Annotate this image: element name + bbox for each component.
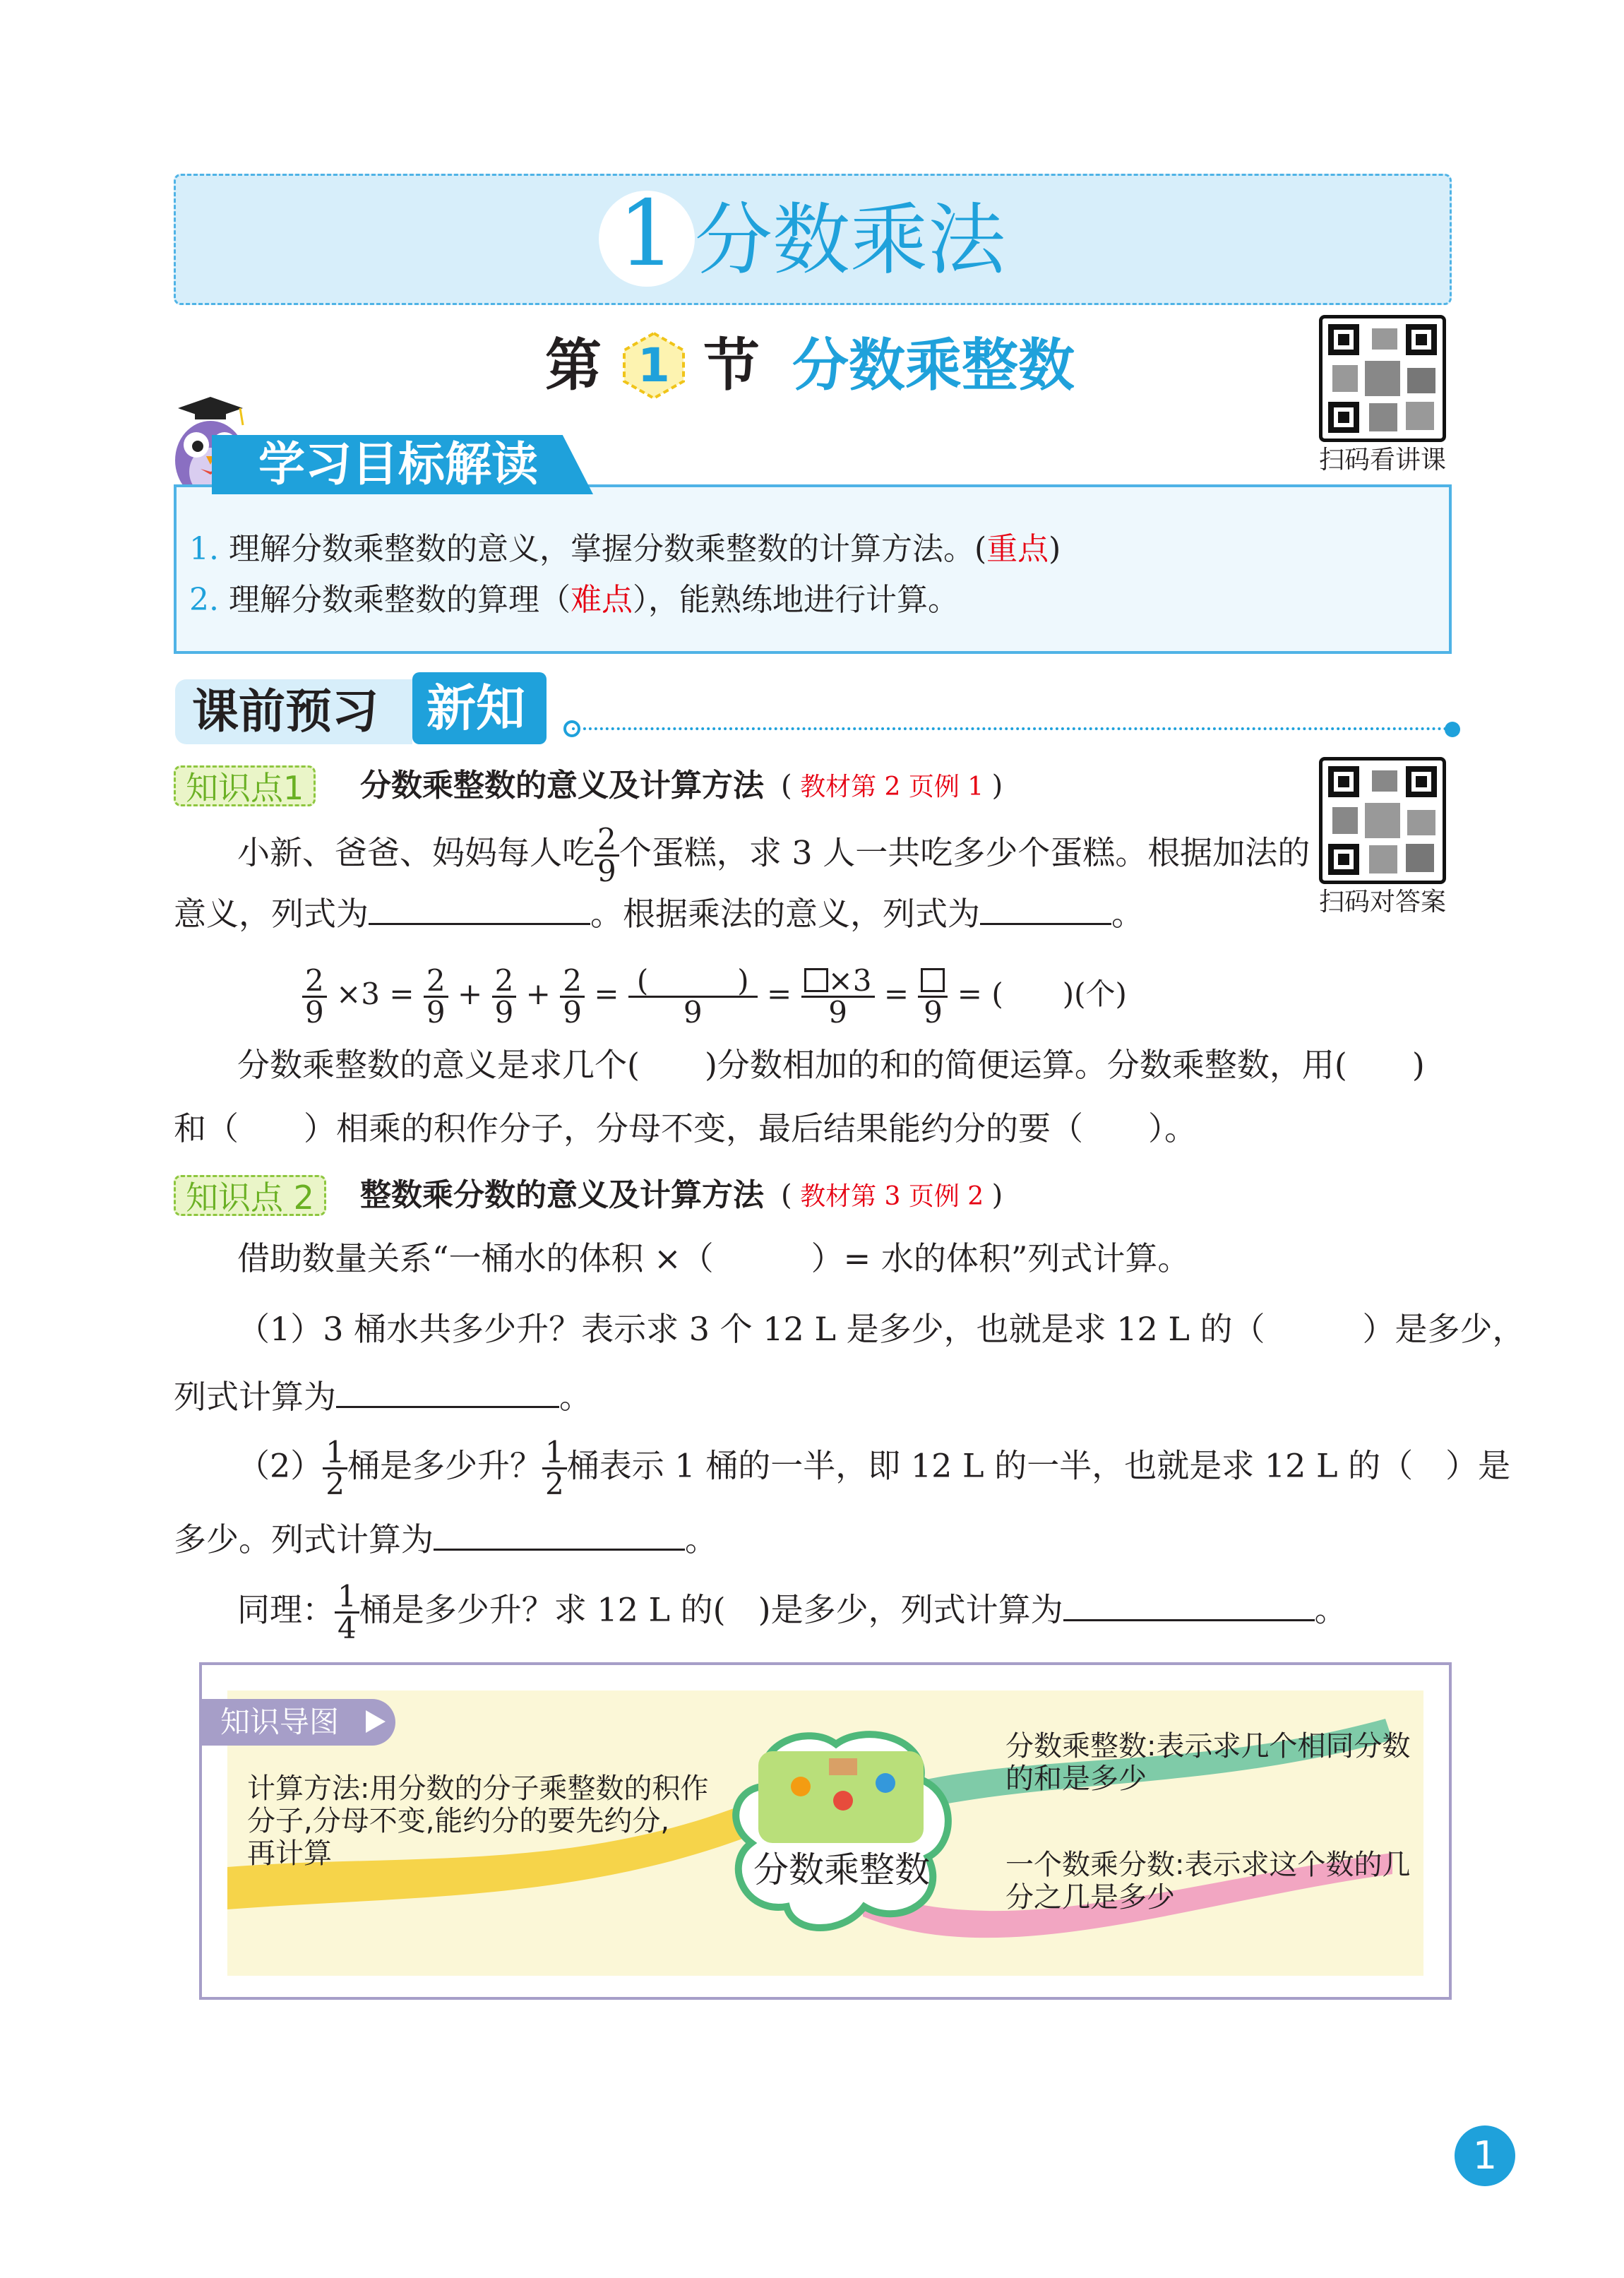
section-title: 分数乘整数	[792, 333, 1075, 398]
qr-code-answers[interactable]	[1319, 757, 1446, 884]
knowledge-point-1-ref: ( 教材第 2 页例 1 )	[781, 770, 1003, 802]
chapter-number: 1	[618, 181, 676, 287]
objective-1-number: 1.	[189, 531, 219, 567]
equation-answer-blank[interactable]: ( )(个)	[991, 977, 1127, 1011]
dotted-divider	[572, 727, 1447, 733]
answer-blank-q3[interactable]	[1063, 1590, 1315, 1621]
kp2-question-2-answer: 多少。列式计算为 。	[174, 1520, 717, 1558]
objective-2	[189, 579, 959, 621]
objective-2-tag: 难点	[570, 582, 633, 618]
mindmap-center-cloud	[723, 1723, 959, 1935]
kp1-line-3: 分数乘整数的意义是求几个( )分数相加的和的简便运算。分数乘整数，用( )	[237, 1046, 1425, 1084]
kp2-line-1: 借助数量关系“一桶水的体积 ×（ ）= 水的体积”列式计算。	[237, 1239, 1190, 1277]
mindmap-center-label: 分数乘整数	[753, 1849, 930, 1890]
equation-box-fraction[interactable]: 9	[918, 966, 948, 1027]
kp2-question-1-answer: 列式计算为 。	[174, 1378, 592, 1416]
section-number: 1	[638, 338, 670, 393]
kp1-line-1-a: 小新、爸爸、妈妈每人吃	[237, 833, 595, 872]
section-suffix: 节	[703, 333, 760, 398]
knowledge-point-2-ref: ( 教材第 3 页例 2 )	[781, 1179, 1003, 1212]
kp1-line-1-b: 个蛋糕，求 3 人一共吃多少个蛋糕。根据加法的	[619, 833, 1310, 872]
objective-1	[189, 528, 1061, 571]
objective-1-text: 理解分数乘整数的意义，掌握分数乘整数的计算方法。(	[228, 531, 987, 567]
objective-1-tag: 重点	[986, 531, 1049, 567]
kp2-question-1: （1）3 桶水共多少升？表示求 3 个 12 L 是多少，也就是求 12 L 的（ ）是多少，	[237, 1310, 1525, 1348]
objectives-header: 学习目标解读	[258, 437, 538, 491]
qr-code-lecture[interactable]	[1319, 315, 1446, 442]
objective-1-close: )	[1049, 531, 1061, 567]
kp1-equation: $\frac{2}{9}$ ×3 = $\frac{2}{9}$ + $\frac{2}{9}$ + $\frac{2}{9}$ = $\frac{( )}{9}$ = $\frac{\times 3}{9}$ = 9 = ( )(个)	[302, 959, 1127, 1030]
play-arrow-icon	[362, 1709, 387, 1734]
objective-2-close: ），能熟练地进行计算。	[632, 582, 959, 618]
chapter-title: 分数乘法	[695, 195, 1005, 285]
mindmap-right-top-note: 分数乘整数:表示求几个相同分数 的和是多少	[1005, 1730, 1411, 1795]
kp1-line-4: 和（ ）相乘的积作分子，分母不变，最后结果能约分的要（ ）。	[174, 1109, 1197, 1147]
mindmap-right-bottom-note: 一个数乘分数:表示求这个数的几 分之几是多少	[1005, 1849, 1411, 1914]
section-prefix: 第	[545, 333, 602, 398]
kp1-line-2-b: 。根据乘法的意义，列式为	[590, 895, 980, 933]
objective-2-text: 理解分数乘整数的算理（	[228, 582, 571, 618]
equation-box-times-3[interactable]: $\frac{\times 3}{9}$	[801, 966, 875, 1027]
mindmap-left-note: 计算方法:用分数的分子乘整数的积作 分子,分母不变,能约分的要先约分, 再计算	[247, 1772, 709, 1870]
answer-blank-multiplication[interactable]	[980, 893, 1111, 925]
fraction-2-9: $\frac{2}{9}$	[595, 825, 619, 886]
kp1-line-1	[237, 822, 1310, 888]
answer-blank-q1[interactable]	[336, 1376, 559, 1408]
kp1-line-2-a: 意义，列式为	[174, 895, 369, 933]
knowledge-point-2-ref-text: 教材第 3 页例 2	[800, 1182, 984, 1211]
knowledge-point-2-tag: 知识点 2	[174, 1175, 326, 1216]
objective-2-number: 2.	[189, 582, 219, 618]
answer-blank-q2[interactable]	[434, 1519, 685, 1551]
page-number: 1	[1472, 2133, 1498, 2178]
knowledge-point-2-title: 整数乘分数的意义及计算方法	[360, 1177, 764, 1213]
kp2-question-3: 同理： $\frac{1}{4}$ 桶是多少升？求 12 L 的( )是多少，列式计算为 。	[237, 1579, 1347, 1645]
dotted-line-end	[1445, 722, 1460, 737]
qr-caption-answers: 扫码对答案	[1318, 888, 1446, 917]
kp1-line-2: 意义，列式为 。根据乘法的意义，列式为 。	[174, 895, 1144, 933]
new-knowledge-label: 新知	[426, 679, 525, 737]
qr-caption-lecture: 扫码看讲课	[1318, 446, 1446, 475]
knowledge-point-1-ref-text: 教材第 2 页例 1	[800, 773, 984, 801]
kp2-question-2: （2） $\frac{1}{2}$ 桶是多少升？ $\frac{1}{2}$ 桶表示 1 桶的一半，即 12 L 的一半，也就是求 12 L 的（ ）是	[237, 1435, 1511, 1501]
knowledge-point-1-title: 分数乘整数的意义及计算方法	[360, 768, 764, 804]
preview-header-label: 课前预习	[192, 684, 378, 739]
answer-blank-addition[interactable]	[369, 893, 590, 925]
equation-blank-numerator[interactable]: $\frac{( )}{9}$	[628, 966, 758, 1027]
knowledge-point-1-tag: 知识点1	[174, 765, 316, 806]
mindmap-tag-label: 知识导图	[220, 1705, 340, 1739]
